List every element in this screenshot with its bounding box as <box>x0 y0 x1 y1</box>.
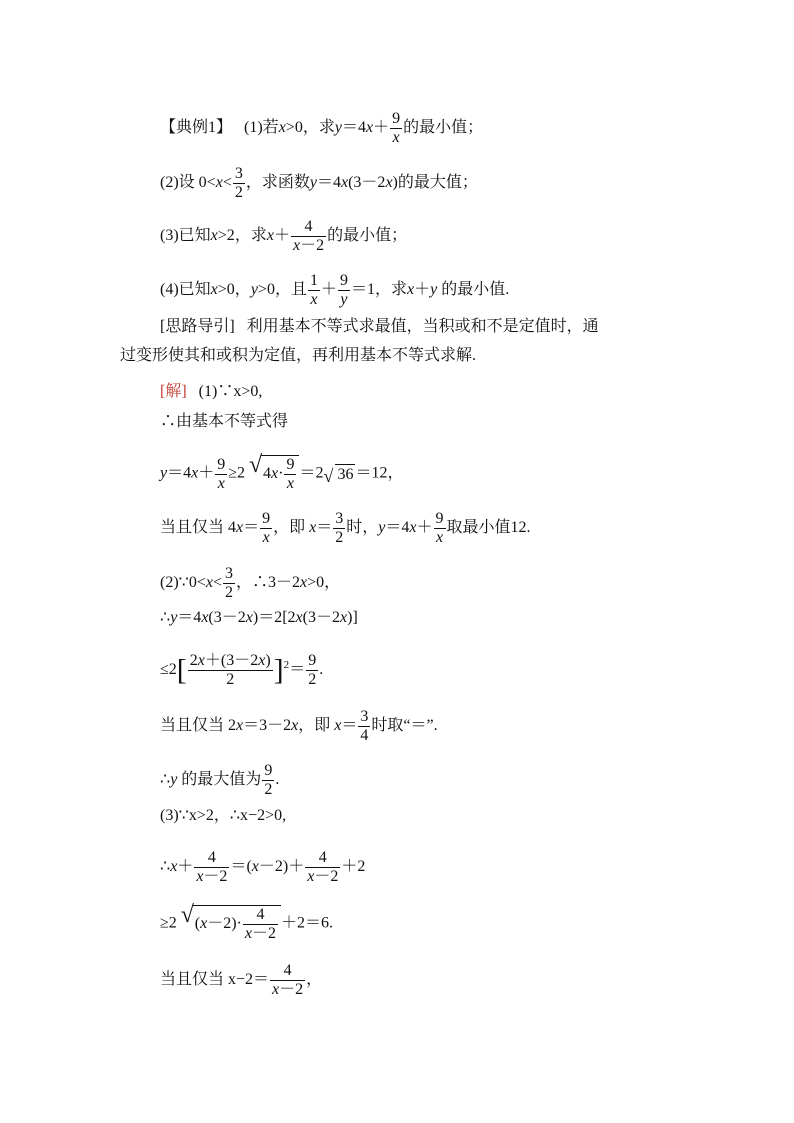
solution-line-4: 当且仅当 4x＝ $\frac{9}{x}$ ，即 x＝ $\frac{3}{2}$ 时，y＝4x＋ $\frac{9}{x}$ 取最小值12. <box>160 510 531 546</box>
solution-line-13: 当且仅当 x−2＝ $\frac{4}{x-2}$ ， <box>160 962 323 998</box>
solution-line-7: ≤2[ $\frac{2x+(3-2x)}{2}$ ]$^2$＝ $\frac{9}{2}$ . <box>160 652 324 688</box>
solution-line-1: [解] (1)∵x>0, <box>160 383 263 400</box>
problem-4: (4)已知x>0，y>0，且 $\frac{1}{x}$ ＋ $\frac{9}{y}$ ＝1，求x＋y 的最小值. <box>160 272 510 308</box>
example-tag: 【典例1】 <box>160 119 233 137</box>
guide-line-2: 过变形使其和或积为定值，再利用基本不等式求解. <box>120 347 477 364</box>
problem-1: 【典例1】 (1)若x>0，求y＝4x＋ $\frac{9}{x}$ 的最小值； <box>160 110 484 146</box>
solution-tag: [解] <box>160 383 187 400</box>
guide-tag: [思路导引] <box>160 318 235 335</box>
solution-line-11: ∴x＋ $\frac{4}{x-2}$ ＝(x－2)＋ $\frac{4}{x-2}$ ＋2 <box>160 849 366 885</box>
problem-3: (3)已知x>2，求x＋ $\frac{4}{x-2}$ 的最小值； <box>160 218 408 254</box>
solution-line-6: ∴y＝4x(3－2x)＝2[2x(3－2x)] <box>160 609 358 626</box>
solution-line-10: (3)∵x>2，∴x−2>0, <box>160 807 287 824</box>
solution-line-12: ≥2 √ (x－2)· $\frac{4}{x-2}$ ＋2＝6. <box>160 902 334 942</box>
guide-line-1: [思路导引] 利用基本不等式求最值，当积或和不是定值时，通 <box>160 318 599 335</box>
solution-line-2: ∴由基本不等式得 <box>160 413 289 430</box>
problem-2: (2)设 0<x< $\frac{3}{2}$ ，求函数y＝4x(3－2x)的最大值； <box>160 165 478 201</box>
solution-line-3: y＝4x＋ $\frac{9}{x}$ ≥2 √ 4x· $\frac{9}{x}$ ＝2 √ 36 ＝12， <box>160 452 404 492</box>
solution-line-8: 当且仅当 2x＝3－2x，即 x＝ $\frac{3}{4}$ 时取“＝”. <box>160 708 438 744</box>
solution-line-5: (2)∵0<x< $\frac{3}{2}$ ，∴3－2x>0， <box>160 565 341 601</box>
solution-line-9: ∴y 的最大值为 $\frac{9}{2}$ . <box>160 762 280 798</box>
